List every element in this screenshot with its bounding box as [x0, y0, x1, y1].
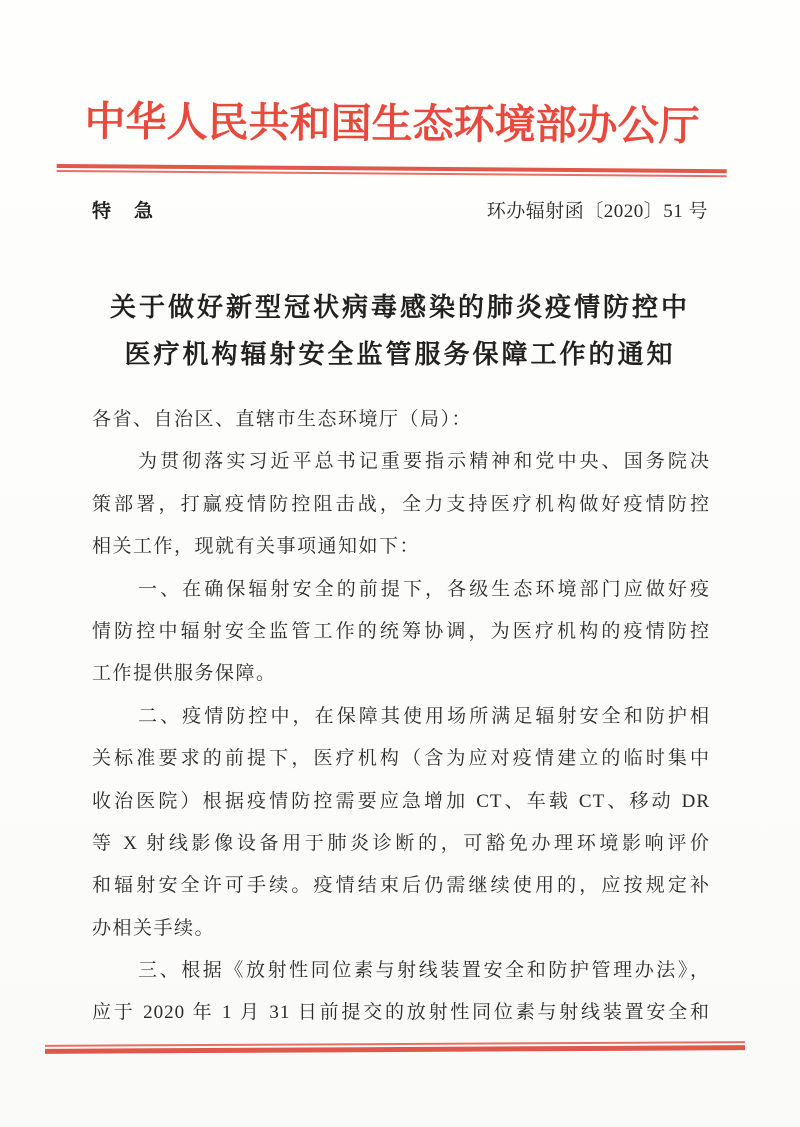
document-body — [92, 399, 710, 1035]
body-text-line: 各省、自治区、直辖市生态环境厅（局）： — [92, 409, 473, 430]
body-text-line: 工作提供服务保障。 — [92, 663, 277, 685]
document-title-line-1: 关于做好新型冠状病毒感染的肺炎疫情防控中 — [109, 293, 690, 322]
document-meta-row — [92, 200, 708, 224]
page-footer-divider — [45, 1041, 745, 1053]
body-text-line: 关标准要求的前提下，医疗机构（含为应对疫情建立的临时集中 — [92, 748, 710, 770]
body-text-line: 和辐射安全许可手续。疫情结束后仍需继续使用的，应按规定补 — [92, 875, 710, 897]
letterhead — [57, 90, 728, 177]
document-title — [0, 284, 800, 378]
body-text-line: 三、根据《放射性同位素与射线装置安全和防护管理办法》， — [138, 960, 710, 982]
body-text-line: 情防控中辐射安全监管工作的统筹协调，为医疗机构的疫情防控 — [92, 620, 710, 642]
document-number: 环办辐射函〔2020〕51 号 — [486, 201, 708, 222]
body-text-line: 相关工作，现就有关事项通知如下： — [92, 536, 421, 558]
body-text-line: 一、在确保辐射安全的前提下，各级生态环境部门应做好疫 — [138, 578, 710, 600]
document-title-line-2: 医疗机构辐射安全监管服务保障工作的通知 — [124, 340, 676, 369]
body-text-line: 二、疫情防控中，在保障其使用场所满足辐射安全和防护相 — [138, 705, 710, 727]
body-text-line: 策部署，打赢疫情防控阻击战，全力支持医疗机构做好疫情防控 — [92, 493, 710, 515]
footer-divider-thick-rule — [45, 1045, 745, 1054]
letterhead-divider — [57, 164, 727, 177]
body-text-line: 收治医院）根据疫情防控需要应急增加 CT、车载 CT、移动 DR — [92, 790, 710, 812]
urgency-label: 特 急 — [92, 201, 156, 222]
body-text-line: 为贯彻落实习近平总书记重要指示精神和党中央、国务院决 — [138, 451, 710, 473]
body-text-line: 办相关手续。 — [92, 917, 216, 939]
body-text-line: 等 X 射线影像设备用于肺炎诊断的，可豁免办理环境影响评价 — [92, 832, 710, 854]
issuing-org-title: 中华人民共和国生态环境部办公厅 — [84, 98, 700, 150]
body-text-line: 应于 2020 年 1 月 31 日前提交的放射性同位素与射线装置安全和 — [92, 1002, 710, 1024]
